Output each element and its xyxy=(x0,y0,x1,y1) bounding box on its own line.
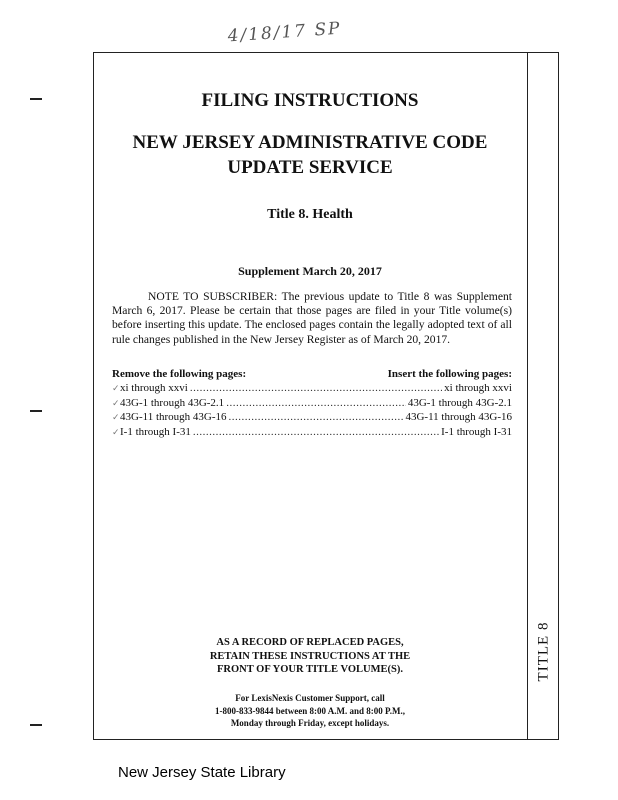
check-mark-icon: ✓ xyxy=(112,427,120,438)
record-line2: RETAIN THESE INSTRUCTIONS AT THE xyxy=(209,650,411,662)
customer-support xyxy=(95,692,525,730)
page-list xyxy=(112,382,512,440)
check-mark-icon: ✓ xyxy=(112,384,120,394)
title-tab-label: TITLE 8 xyxy=(535,621,552,681)
insert-pages: xi through xxvi xyxy=(444,382,512,394)
list-item xyxy=(112,382,512,397)
insert-pages: 43G-11 through 43G-16 xyxy=(405,411,512,423)
margin-mark xyxy=(30,410,42,412)
record-line1: AS A RECORD OF REPLACED PAGES, xyxy=(216,637,404,648)
insert-pages: 43G-1 through 43G-2.1 xyxy=(407,396,512,409)
insert-header: Insert the following pages: xyxy=(387,368,512,380)
title-tab xyxy=(533,612,555,690)
remove-header: Remove the following pages: xyxy=(112,368,247,380)
code-heading xyxy=(95,130,525,180)
check-mark-icon: ✓ xyxy=(112,413,120,423)
pages-header xyxy=(112,368,512,380)
code-heading-line1: NEW JERSEY ADMINISTRATIVE CODE xyxy=(132,132,488,153)
supplement-date: Supplement March 20, 2017 xyxy=(238,264,382,278)
margin-mark xyxy=(30,724,42,726)
filing-instructions-title: FILING INSTRUCTIONS xyxy=(201,90,419,111)
support-line1: For LexisNexis Customer Support, call xyxy=(235,693,385,703)
list-item xyxy=(112,411,512,426)
library-stamp: New Jersey State Library xyxy=(118,764,286,781)
dot-leader xyxy=(193,426,439,440)
code-heading-line2: UPDATE SERVICE xyxy=(227,157,393,178)
tab-divider xyxy=(527,52,528,740)
remove-pages: 43G-1 through 43G-2.1 xyxy=(120,396,225,409)
record-line3: FRONT OF YOUR TITLE VOLUME(S). xyxy=(217,664,403,675)
title-number: Title 8. Health xyxy=(267,207,353,222)
dot-leader xyxy=(190,382,442,396)
remove-pages: 43G-11 through 43G-16 xyxy=(120,411,227,423)
dot-leader xyxy=(226,397,406,411)
dot-leader xyxy=(229,411,404,425)
support-line2: 1-800-833-9844 between 8:00 A.M. and 8:00 P.M., xyxy=(215,705,405,716)
record-instructions xyxy=(95,636,525,677)
list-item xyxy=(112,397,512,412)
list-item xyxy=(112,426,512,441)
margin-mark xyxy=(30,98,42,100)
support-line3: Monday through Friday, except holidays. xyxy=(230,718,390,728)
handwritten-note: 4/18/17 SP xyxy=(227,18,343,47)
check-mark-icon: ✓ xyxy=(112,398,120,409)
remove-pages: xi through xxvi xyxy=(120,382,188,394)
insert-pages: I-1 through I-31 xyxy=(441,425,512,438)
remove-pages: I-1 through I-31 xyxy=(120,425,191,438)
subscriber-note: NOTE TO SUBSCRIBER: The previous update to Title 8 was Supplement March 6, 2017. Please be certain that those pages are filed in your Title volume(s) before inserting this update. The enclosed pages contain the legally adopted text of all rule changes published in the New Jersey Register as of March 20, 2017. xyxy=(112,290,512,346)
